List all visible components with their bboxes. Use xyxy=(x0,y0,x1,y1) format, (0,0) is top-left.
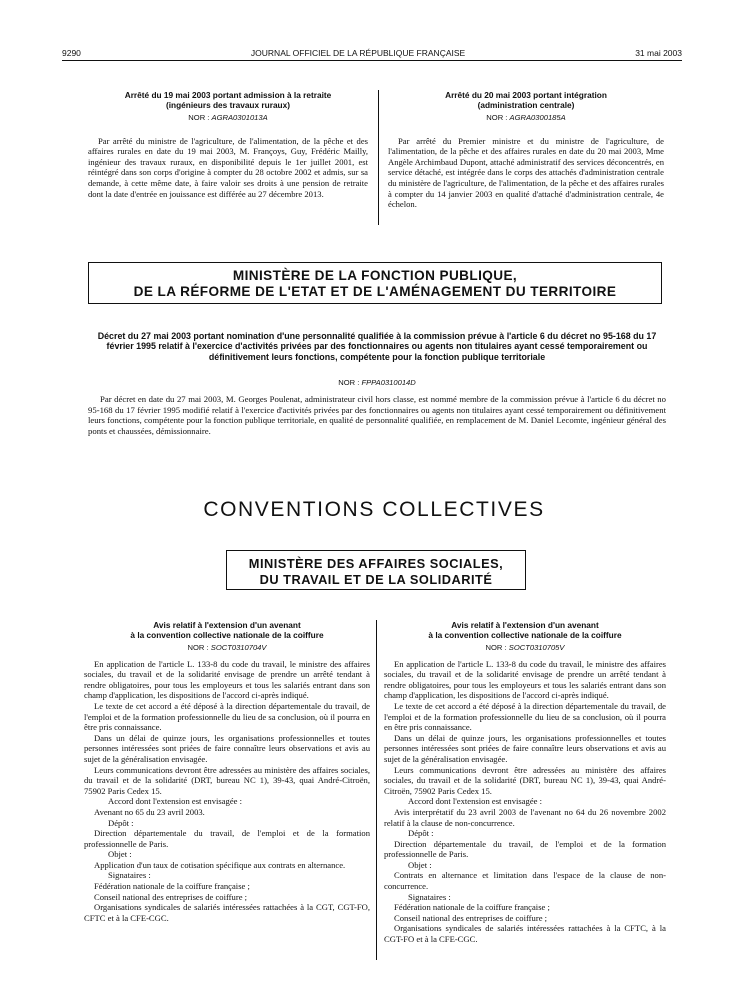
avis-left-accord-value: Avenant no 65 du 23 avril 2003. xyxy=(94,806,205,817)
arrete-left-title: Arrêté du 19 mai 2003 portant admission à la retraite (ingénieurs des travaux ruraux) xyxy=(124,90,332,110)
avis-left-p1: En application de l'article L. 133-8 du code du travail, le ministre des affaires sociales, du travail et de la solidarité envisage de prendre un arrêté tendant à rendre obligatoires, pour tous les employeurs et tous les salariés entrant dans son champ d'application, les dispositions de l'accord ci-après indiqué. xyxy=(84,658,370,701)
avis-left-sig2: Conseil national des entreprises de coiffure ; xyxy=(94,891,248,902)
avis-right-objet-label: Objet : xyxy=(408,859,432,870)
avis-left-p2: Le texte de cet accord a été déposé à la direction départementale du travail, de l'emploi et de la formation professionnelle du lieu de sa conclusion, où il pourra en être pris connaissance. xyxy=(84,700,370,733)
avis-right-p4: Leurs communications devront être adressées au ministère des affaires sociales, du travail et de la solidarité (DRT, bureau NC 1), 39-43, quai André-Citroën, 75902 Paris Cedex 15. xyxy=(384,764,666,796)
avis-right-accord-value: Avis interprétatif du 23 avril 2003 de l'avenant no 64 du 26 novembre 2002 relatif à la clause de non-concurrence. xyxy=(384,806,666,828)
avis-right-signataires-label: Signataires : xyxy=(408,891,451,902)
avis-left-objet-label: Objet : xyxy=(108,849,132,860)
avis-right-depot-label: Dépôt : xyxy=(408,828,434,839)
avis-right-depot-value: Direction départementale du travail, de l'emploi et de la formation professionnelle de Paris. xyxy=(384,838,666,860)
avis-right-nor: NOR : SOCT0310705V xyxy=(485,643,565,652)
ministry-fp-line1: MINISTÈRE DE LA FONCTION PUBLIQUE, xyxy=(232,268,518,283)
avis-left-depot-value: Direction départementale du travail, de l'emploi et de la formation professionnelle de Paris. xyxy=(84,828,370,849)
avis-right-title: Avis relatif à l'extension d'un avenant à la convention collective nationale de la coiffure xyxy=(428,620,622,640)
ministry-as-line2: DU TRAVAIL ET DE LA SOLIDARITÉ xyxy=(259,571,493,587)
ministry-affaires-sociales-box xyxy=(226,550,526,590)
avis-left-p3: Dans un délai de quinze jours, les organisations professionnelles et toutes personnes intéressées sont priées de faire connaître leurs observations et avis au sujet de la généralisation envisagée. xyxy=(84,732,370,764)
arrete-left-nor: NOR : AGRA0301013A xyxy=(188,113,268,122)
avis-left-objet-value: Application d'un taux de cotisation spécifique aux contrats en alternance. xyxy=(94,859,346,870)
decret-nor: NOR : FPPA0310014D xyxy=(338,378,416,387)
ministry-as-line1: MINISTÈRE DES AFFAIRES SOCIALES, xyxy=(248,556,504,571)
decret-body: Par décret en date du 27 mai 2003, M. Georges Poulenat, administrateur civil hors classe, est nommé membre de la commission prévue à l'article 6 du décret no 95-168 du 17 février 1995 modifié relatif à l'exercice d'activités privées par des fonctionnaires ou agents non titulaires ayant cessé temporairement ou définitivement leurs fonctions, compétente pour la fonction publique territoriale, en qualité de personnalité qualifiée, en remplacement de M. Daniel Lecomte, ingénieur général des ponts et chaussées, démissionnaire. xyxy=(88,394,666,436)
arrete-right-title: Arrêté du 20 mai 2003 portant intégration (administration centrale) xyxy=(445,90,607,110)
avis-right-sig2: Conseil national des entreprises de coiffure ; xyxy=(394,912,548,923)
ministry-fonction-publique-box xyxy=(88,262,662,304)
avis-left-sig3: Organisations syndicales de salariés intéressées rattachées à la CGT, CGT-FO, CFTC et à la CFE-CGC. xyxy=(84,902,370,923)
issue-date: 31 mai 2003 xyxy=(635,48,682,58)
running-header xyxy=(62,44,682,58)
avis-right-sig1: Fédération nationale de la coiffure française ; xyxy=(394,902,550,913)
avis-left-depot-label: Dépôt : xyxy=(108,817,134,828)
journal-title: JOURNAL OFFICIEL DE LA RÉPUBLIQUE FRANÇAISE xyxy=(250,48,466,58)
ministry-fp-line2: DE LA RÉFORME DE L'ETAT ET DE L'AMÉNAGEMENT DU TERRITOIRE xyxy=(133,284,617,299)
arrete-right-body: Par arrêté du Premier ministre et du ministre de l'agriculture, de l'alimentation, de la pêche et des affaires rurales en date du 20 mai 2003, Mme Angèle Archimbaud Dupont, attaché administratif des services déconcentrés, en service détaché, est intégrée dans le corps des attachés d'administration centrale du ministère de l'agriculture, de l'alimentation, de la pêche et des affaires rurales à compter du 14 janvier 2003 en qualité d'attaché d'administration centrale, 4e échelon. xyxy=(388,135,664,210)
arrete-left xyxy=(88,90,368,199)
avis-left-nor: NOR : SOCT0310704V xyxy=(187,643,267,652)
decret-body-block xyxy=(88,394,666,436)
section-title: CONVENTIONS COLLECTIVES xyxy=(203,498,545,521)
avis-left xyxy=(84,620,370,923)
arrete-right xyxy=(388,90,664,210)
header-rule xyxy=(62,60,682,61)
avis-right-accord-label: Accord dont l'extension est envisagée : xyxy=(408,796,542,807)
avis-right-objet-value: Contrats en alternance et limitation dans l'espace de la clause de non-concurrence. xyxy=(384,870,666,892)
avis-right-sig3: Organisations syndicales de salariés intéressées rattachées à la CFTC, à la CGT-FO et à la CFE-CGC. xyxy=(384,923,666,945)
page-number: 9290 xyxy=(62,48,81,58)
avis-right xyxy=(384,620,666,945)
decret-title: Décret du 27 mai 2003 portant nomination d'une personnalité qualifiée à la commission prévue à l'article 6 du décret no 95-168 du 17 février 1995 relatif à l'exercice d'activités privées par des fonctionnaires ou agents non titulaires ayant cessé temporairement ou définitivement leurs fonctions, compétente pour la fonction publique territoriale xyxy=(97,331,657,362)
arrete-left-body: Par arrêté du ministre de l'agriculture, de l'alimentation, de la pêche et des affaires rurales en date du 19 mai 2003, M. Françoys, Guy, Frédéric Mailly, ingénieur des travaux ruraux, en disponibilité depuis le 1er juillet 2001, est réintégré dans son corps d'origine à compter du 28 octobre 2002 et admis, sur sa demande, à cette même date, à faire valoir ses droits à une pension de retraite dont la date d'entrée en jouissance est différée au 27 décembre 2013. xyxy=(88,135,368,199)
avis-left-signataires-label: Signataires : xyxy=(108,870,151,881)
avis-right-p2: Le texte de cet accord a été déposé à la direction départementale du travail, de l'emploi et de la formation professionnelle du lieu de sa conclusion, où il pourra en être pris connaissance. xyxy=(384,700,666,733)
avis-left-title: Avis relatif à l'extension d'un avenant à la convention collective nationale de la coiffure xyxy=(130,620,324,640)
avis-left-accord-label: Accord dont l'extension est envisagée : xyxy=(108,796,242,807)
column-divider-top xyxy=(378,90,379,225)
avis-left-p4: Leurs communications devront être adressées au ministère des affaires sociales, du travail et de la solidarité (DRT, bureau NC 1), 39-43, quai André-Citroën, 75902 Paris Cedex 15. xyxy=(84,764,370,796)
column-divider-bottom xyxy=(376,620,377,960)
avis-left-sig1: Fédération nationale de la coiffure française ; xyxy=(94,881,250,892)
avis-right-p3: Dans un délai de quinze jours, les organisations professionnelles et toutes personnes intéressées sont priées de faire connaître leurs observations et avis au sujet de la généralisation envisagée. xyxy=(384,732,666,764)
avis-right-p1: En application de l'article L. 133-8 du code du travail, le ministre des affaires sociales, du travail et de la solidarité envisage de prendre un arrêté tendant à rendre obligatoires, pour tous les employeurs et tous les salariés entrant dans son champ d'application, les dispositions de l'accord ci-après indiqué. xyxy=(384,658,666,701)
arrete-right-nor: NOR : AGRA0300185A xyxy=(486,113,566,122)
